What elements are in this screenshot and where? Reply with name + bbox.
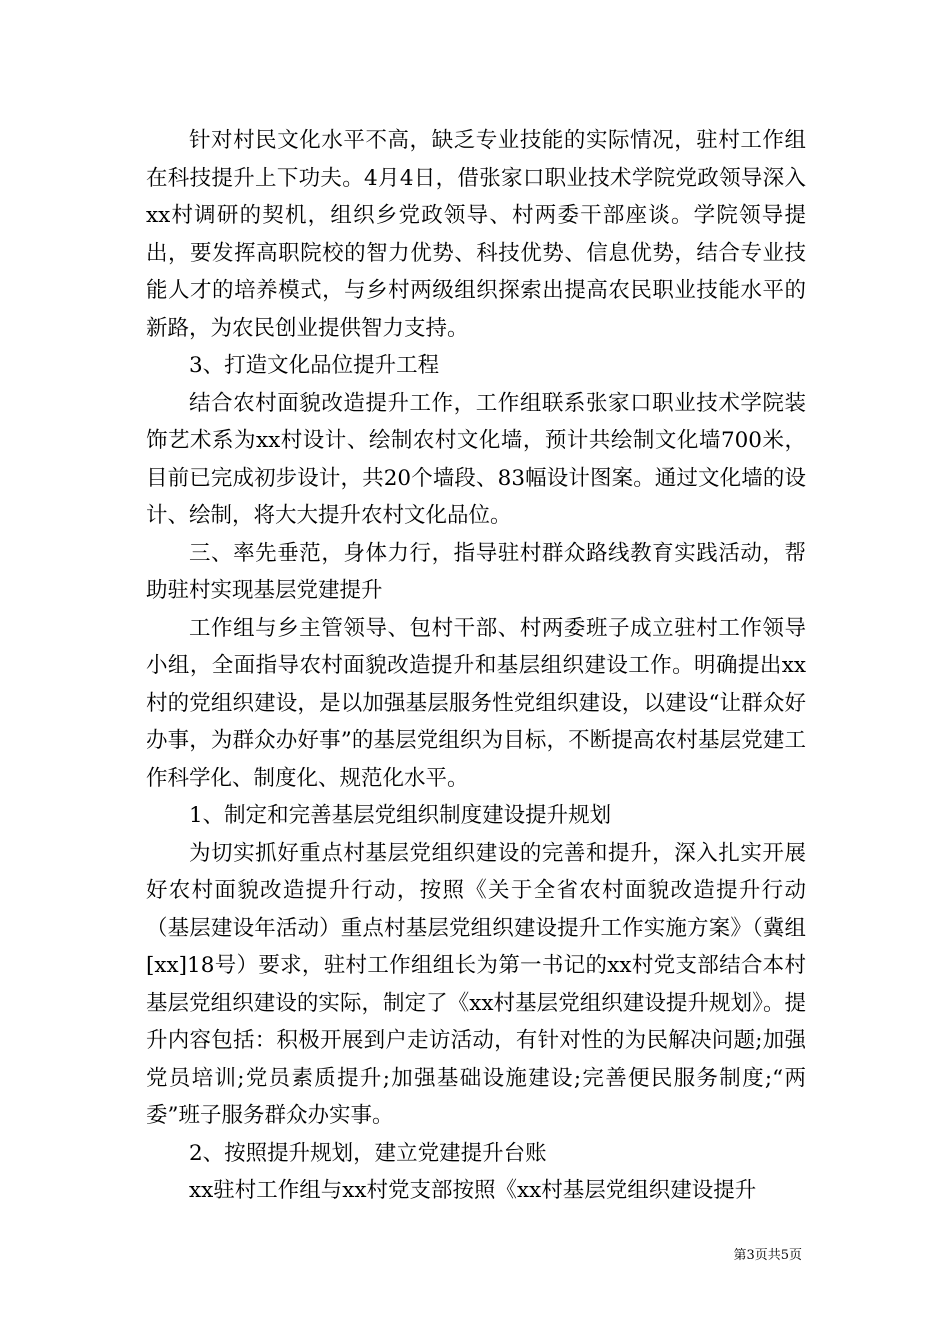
heading-culture-project: 3、打造文化品位提升工程 [189, 353, 440, 378]
heading-plan: 1、制定和完善基层党组织制度建设提升规划 [189, 803, 612, 828]
heading-ledger: 2、按照提升规划，建立党建提升台账 [189, 1140, 547, 1166]
paragraph-plan-detail: 为切实抓好重点村基层党组织建设的完善和提升，深入扎实开展好农村面貌改造提升行动，按照《关于全省农村面貌改造提升行动（基层建设年活动）重点村基层党组织建设提升工作实施方案》（冀组[xx]18号）要求，驻村工作组组长为第一书记的xx村党支部结合本村基层党组织建设的实际，制定了《xx村基层党组织建设提升规划》。提升内容包括：积极开展到户走访活动，有针对性的为民解决问题;加强党员培训;党员素质提升;加强基础设施建设;完善便民服务制度;“两委”班子服务群众办实事。 [146, 840, 806, 1128]
heading-section-three: 三、率先垂范，身体力行，指导驻村群众路线教育实践活动，帮助驻村实现基层党建提升 [146, 540, 806, 603]
document-body [146, 122, 806, 1210]
paragraph-culture-wall: 结合农村面貌改造提升工作，工作组联系张家口职业技术学院装饰艺术系为xx村设计、绘制农村文化墙，预计共绘制文化墙700米，目前已完成初步设计，共20个墙段、83幅设计图案。通过文化墙的设计、绘制，将大大提升农村文化品位。 [146, 390, 806, 528]
paragraph-ledger-start: xx驻村工作组与xx村党支部按照《xx村基层党组织建设提升 [189, 1178, 757, 1203]
page-number-footer: 第3页共5页 [733, 1248, 802, 1263]
paragraph-leadership-group: 工作组与乡主管领导、包村干部、村两委班子成立驻村工作领导小组，全面指导农村面貌改造提升和基层组织建设工作。明确提出xx村的党组织建设，是以加强基层服务性党组织建设，以建设“让群众好办事，为群众办好事”的基层党组织为目标，不断提高农村基层党建工作科学化、制度化、规范化水平。 [146, 615, 806, 791]
paragraph-tech-support: 针对村民文化水平不高，缺乏专业技能的实际情况，驻村工作组在科技提升上下功夫。4月4日，借张家口职业技术学院党政领导深入xx村调研的契机，组织乡党政领导、村两委干部座谈。学院领导提出，要发挥高职院校的智力优势、科技优势、信息优势，结合专业技能人才的培养模式，与乡村两级组织探索出提高农民职业技能水平的新路，为农民创业提供智力支持。 [146, 128, 806, 341]
